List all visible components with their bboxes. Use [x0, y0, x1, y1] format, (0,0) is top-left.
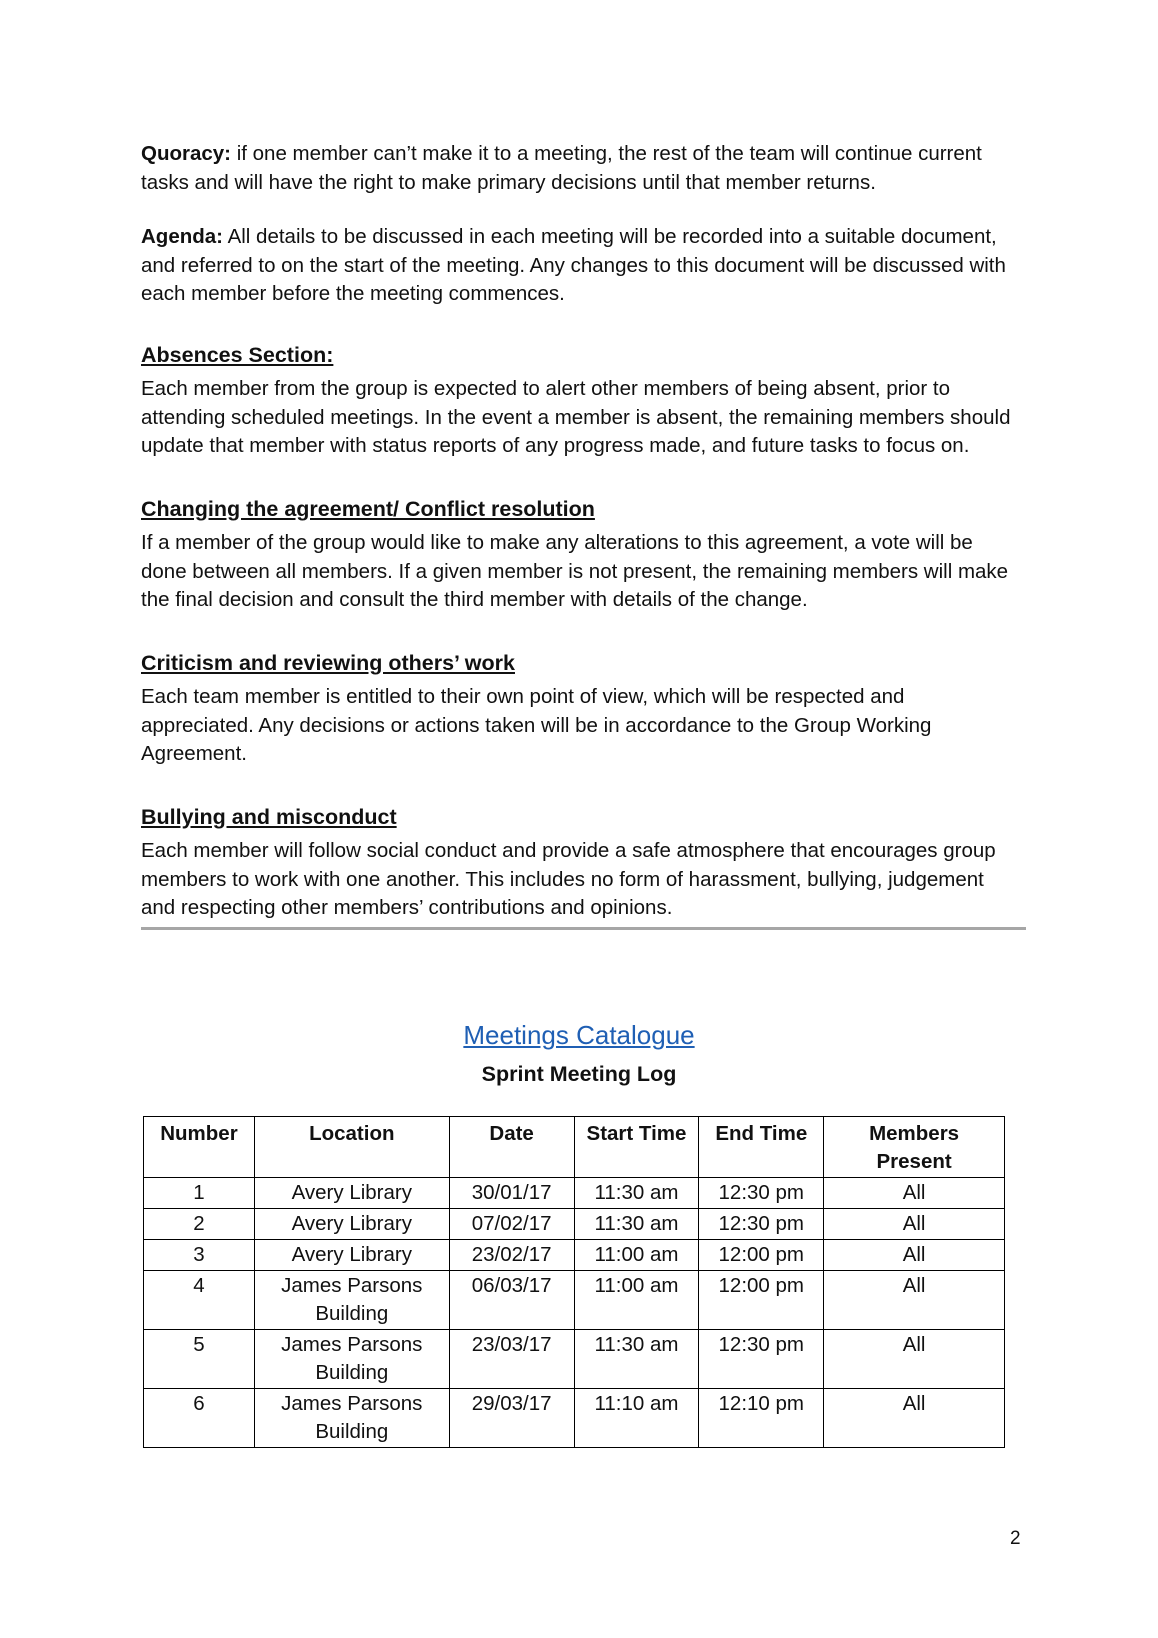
cell-date: 06/03/17	[449, 1271, 574, 1330]
cell-number: 2	[144, 1209, 255, 1240]
changing-agreement-text: If a member of the group would like to make any alterations to this agreement, a vote will be done between all members. If a given member is not present, the remaining members will make the final decision and consult the third member with details of the change.	[141, 531, 1009, 611]
table-row	[144, 1240, 1005, 1271]
criticism-heading: Criticism and reviewing others’ work	[141, 650, 515, 675]
meeting-log-table	[143, 1116, 1005, 1448]
table-row	[144, 1209, 1005, 1240]
cell-date: 30/01/17	[449, 1178, 574, 1209]
cell-members-present: All	[824, 1330, 1005, 1389]
criticism-text: Each team member is entitled to their own point of view, which will be respected and appreciated. Any decisions or actions taken will be in accordance to the Group Working Agreement.	[141, 685, 932, 765]
quoracy-label: Quoracy:	[141, 142, 231, 165]
cell-number: 1	[144, 1178, 255, 1209]
cell-members-present: All	[824, 1209, 1005, 1240]
agenda-paragraph	[141, 223, 1021, 309]
cell-date: 23/03/17	[449, 1330, 574, 1389]
cell-start-time: 11:30 am	[574, 1178, 699, 1209]
cell-location: Avery Library	[254, 1209, 449, 1240]
absences-heading: Absences Section:	[141, 342, 334, 367]
cell-members-present: All	[824, 1178, 1005, 1209]
table-row	[144, 1178, 1005, 1209]
header-start-time: Start Time	[574, 1117, 699, 1178]
cell-end-time: 12:30 pm	[699, 1330, 824, 1389]
cell-location: Avery Library	[254, 1178, 449, 1209]
cell-start-time: 11:10 am	[574, 1389, 699, 1448]
document-body	[141, 140, 1021, 930]
agenda-label: Agenda:	[141, 225, 223, 248]
cell-members-present: All	[824, 1271, 1005, 1330]
header-location: Location	[254, 1117, 449, 1178]
cell-location: James Parsons Building	[254, 1330, 449, 1389]
header-number: Number	[144, 1117, 255, 1178]
header-end-time: End Time	[699, 1117, 824, 1178]
cell-location: James Parsons Building	[254, 1389, 449, 1448]
header-members-present: Members Present	[824, 1117, 1005, 1178]
cell-start-time: 11:30 am	[574, 1209, 699, 1240]
cell-location: Avery Library	[254, 1240, 449, 1271]
agenda-text: All details to be discussed in each meeting will be recorded into a suitable document, and referred to on the start of the meeting. Any changes to this document will be discussed with each member before the meeting commences.	[141, 225, 1006, 305]
cell-end-time: 12:00 pm	[699, 1271, 824, 1330]
header-date: Date	[449, 1117, 574, 1178]
cell-date: 07/02/17	[449, 1209, 574, 1240]
table-row	[144, 1330, 1005, 1389]
cell-start-time: 11:00 am	[574, 1240, 699, 1271]
cell-date: 29/03/17	[449, 1389, 574, 1448]
cell-end-time: 12:30 pm	[699, 1178, 824, 1209]
cell-number: 4	[144, 1271, 255, 1330]
cell-date: 23/02/17	[449, 1240, 574, 1271]
cell-end-time: 12:30 pm	[699, 1209, 824, 1240]
cell-end-time: 12:00 pm	[699, 1240, 824, 1271]
quoracy-paragraph	[141, 140, 1021, 197]
changing-agreement-heading: Changing the agreement/ Conflict resolution	[141, 496, 595, 521]
meetings-catalogue-title[interactable]: Meetings Catalogue	[463, 1020, 695, 1050]
bullying-heading: Bullying and misconduct	[141, 804, 397, 829]
sprint-meeting-log-title: Sprint Meeting Log	[481, 1062, 677, 1086]
cell-start-time: 11:00 am	[574, 1271, 699, 1330]
table-row	[144, 1389, 1005, 1448]
cell-number: 5	[144, 1330, 255, 1389]
page-number: 2	[1010, 1528, 1021, 1549]
table-header-row	[144, 1117, 1005, 1178]
cell-start-time: 11:30 am	[574, 1330, 699, 1389]
table-row	[144, 1271, 1005, 1330]
cell-end-time: 12:10 pm	[699, 1389, 824, 1448]
bullying-text: Each member will follow social conduct and provide a safe atmosphere that encourages group members to work with one another. This includes no form of harassment, bullying, judgement and respecting other members’ contributions and opinions.	[141, 839, 996, 919]
cell-location: James Parsons Building	[254, 1271, 449, 1330]
absences-text: Each member from the group is expected to alert other members of being absent, prior to attending scheduled meetings. In the event a member is absent, the remaining members should update that member with status reports of any progress made, and future tasks to focus on.	[141, 377, 1011, 457]
cell-members-present: All	[824, 1389, 1005, 1448]
meetings-catalogue	[0, 1018, 1158, 1088]
cell-members-present: All	[824, 1240, 1005, 1271]
quoracy-text: if one member can’t make it to a meeting, the rest of the team will continue current tasks and will have the right to make primary decisions until that member returns.	[141, 142, 982, 194]
horizontal-rule	[141, 927, 1026, 930]
cell-number: 6	[144, 1389, 255, 1448]
cell-number: 3	[144, 1240, 255, 1271]
